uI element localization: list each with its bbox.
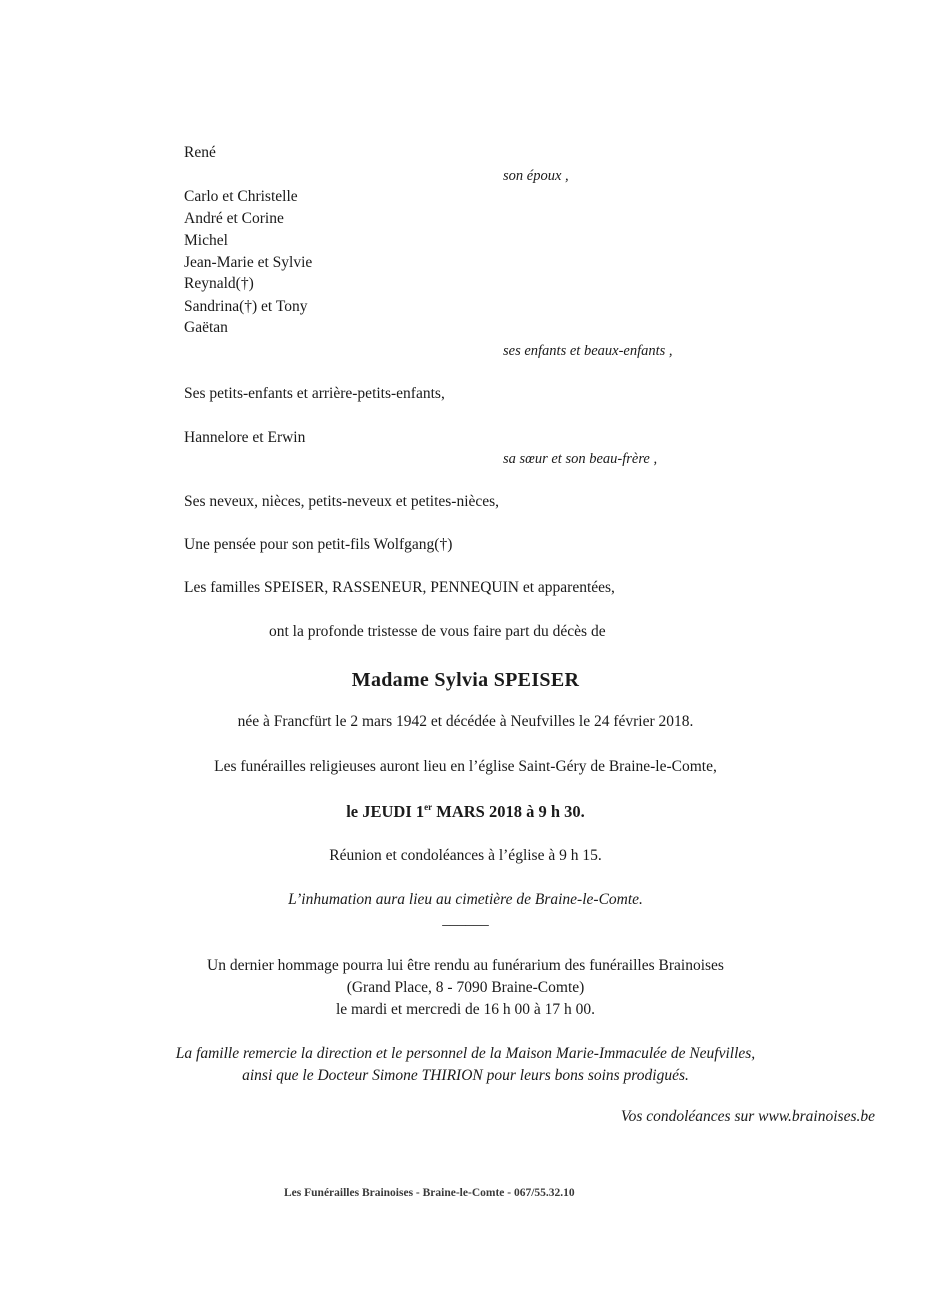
funeral-date-rest: MARS 2018 à 9 h 30. bbox=[432, 802, 585, 821]
funeral-date-main: le JEUDI 1 bbox=[346, 802, 425, 821]
separator-line: ______ bbox=[442, 911, 489, 928]
spouse-role: son époux , bbox=[503, 168, 569, 184]
child-3: Michel bbox=[184, 232, 228, 249]
condolences-link: Vos condoléances sur www.brainoises.be bbox=[620, 1108, 875, 1125]
families-line: Les familles SPEISER, RASSENEUR, PENNEQUIN et apparentées, bbox=[184, 579, 615, 596]
tribute-line-1: Un dernier hommage pourra lui être rendu au funérarium des funérailles Brainoises bbox=[207, 957, 724, 974]
meeting-line: Réunion et condoléances à l’église à 9 h 15. bbox=[329, 847, 602, 864]
sibling-name: Hannelore et Erwin bbox=[184, 429, 306, 446]
footer-funeral-home: Les Funérailles Brainoises - Braine-le-Comte - 067/55.32.10 bbox=[284, 1187, 575, 1199]
child-7: Gaëtan bbox=[184, 319, 228, 336]
funeral-date-ordinal: er bbox=[424, 802, 433, 812]
tribute-line-2: (Grand Place, 8 - 7090 Braine-Comte) bbox=[346, 979, 585, 996]
child-4: Jean-Marie et Sylvie bbox=[184, 254, 313, 271]
thought-line: Une pensée pour son petit-fils Wolfgang(†) bbox=[184, 536, 453, 553]
child-6: Sandrina(†) et Tony bbox=[184, 298, 308, 315]
child-2: André et Corine bbox=[184, 210, 284, 227]
funeral-place-line: Les funérailles religieuses auront lieu en l’église Saint-Géry de Braine-le-Comte, bbox=[214, 758, 717, 775]
sibling-role: sa sœur et son beau-frère , bbox=[503, 451, 658, 467]
tribute-line-3: le mardi et mercredi de 16 h 00 à 17 h 00. bbox=[335, 1001, 596, 1018]
children-role: ses enfants et beaux-enfants , bbox=[503, 343, 673, 359]
thanks-line-1: La famille remercie la direction et le personnel de la Maison Marie-Immaculée de Neufvilles, bbox=[175, 1045, 756, 1062]
nephews-line: Ses neveux, nièces, petits-neveux et petites-nièces, bbox=[184, 493, 500, 510]
deceased-name: Madame Sylvia SPEISER bbox=[351, 669, 580, 691]
birth-death-line: née à Francfürt le 2 mars 1942 et décédée à Neufvilles le 24 février 2018. bbox=[237, 713, 694, 730]
spouse-name: René bbox=[184, 144, 216, 161]
funeral-date bbox=[0, 802, 931, 822]
thanks-line-2: ainsi que le Docteur Simone THIRION pour leurs bons soins prodigués. bbox=[242, 1067, 689, 1084]
child-5: Reynald(†) bbox=[184, 275, 254, 292]
child-1: Carlo et Christelle bbox=[184, 188, 298, 205]
grandchildren-line: Ses petits-enfants et arrière-petits-enfants, bbox=[184, 385, 445, 402]
burial-line: L’inhumation aura lieu au cimetière de Braine-le-Comte. bbox=[288, 891, 643, 908]
intro-line: ont la profonde tristesse de vous faire part du décès de bbox=[269, 623, 606, 640]
